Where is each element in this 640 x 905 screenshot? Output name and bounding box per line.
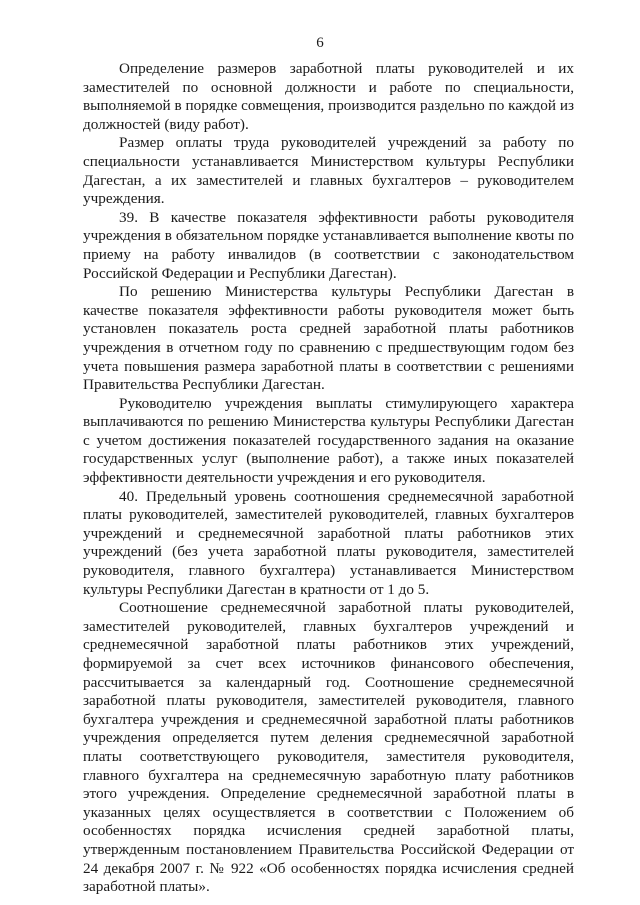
paragraph-salary-determination: Определение размеров заработной платы руководителей и их заместителей по основной должности и работе по специальности, выполняемой в порядке совмещения, производится раздельно по каждой из должностей (виду работ). — [83, 60, 574, 133]
paragraph-incentive-payments: Руководителю учреждения выплаты стимулирующего характера выплачиваются по решению Министерства культуры Республики Дагестан с учетом достижения показателей государственного задания на оказание государственных услуг (выполнение работ), а также иных показателей эффективности деятельности учреждения и его руководителя. — [83, 394, 574, 487]
paragraph-salary-growth-indicator: По решению Министерства культуры Республики Дагестан в качестве показателя эффективности работы руководителя может быть установлен показатель роста средней заработной платы работников учреждения в отчетном году по сравнению с предшествующим годом без учета повышения размера заработной платы в соответствии с решениями Правительства Республики Дагестан. — [83, 283, 574, 394]
document-body — [83, 60, 574, 897]
paragraph-40-salary-ratio-limit: 40. Предельный уровень соотношения среднемесячной заработной платы руководителей, заместителей руководителей, главных бухгалтеров учреждений и среднемесячной заработной платы работников этих учреждений (без учета заработной платы руководителя, заместителей руководителя, главного бухгалтера) устанавливается Министерством культуры Республики Дагестан в кратности от 1 до 5. — [83, 487, 574, 598]
paragraph-pay-by-specialty: Размер оплаты труда руководителей учреждений за работу по специальности устанавливается Министерством культуры Республики Дагестан, а их заместителей и главных бухгалтеров – руководителем учреждения. — [83, 134, 574, 208]
paragraph-salary-ratio-calculation: Соотношение среднемесячной заработной платы руководителей, заместителей руководителей, главных бухгалтеров учреждений и среднемесячной заработной платы работников этих учреждений, формируемой за счет всех источников финансового обеспечения, рассчитывается за календарный год. Соотношение среднемесячной заработной платы руководителя, заместителей руководителя, главного бухгалтера учреждения и среднемесячной заработной платы работников учреждения определяется путем деления среднемесячной заработной платы соответствующего руководителя, заместителя руководителя, главного бухгалтера на среднемесячную заработную плату работников этого учреждения. Определение среднемесячной заработной платы в указанных целях осуществляется в соответствии с Положением об особенностях порядка исчисления средней заработной платы, утвержденным постановлением Правительства Российской Федерации от 24 декабря 2007 г. № 922 «Об особенностях порядка исчисления средней заработной платы». — [83, 599, 574, 896]
paragraph-39-disability-quota: 39. В качестве показателя эффективности работы руководителя учреждения в обязательном порядке устанавливается выполнение квоты по приему на работу инвалидов (в соответствии с законодательством Российской Федерации и Республики Дагестан). — [83, 208, 574, 282]
page-number: 6 — [316, 35, 324, 51]
